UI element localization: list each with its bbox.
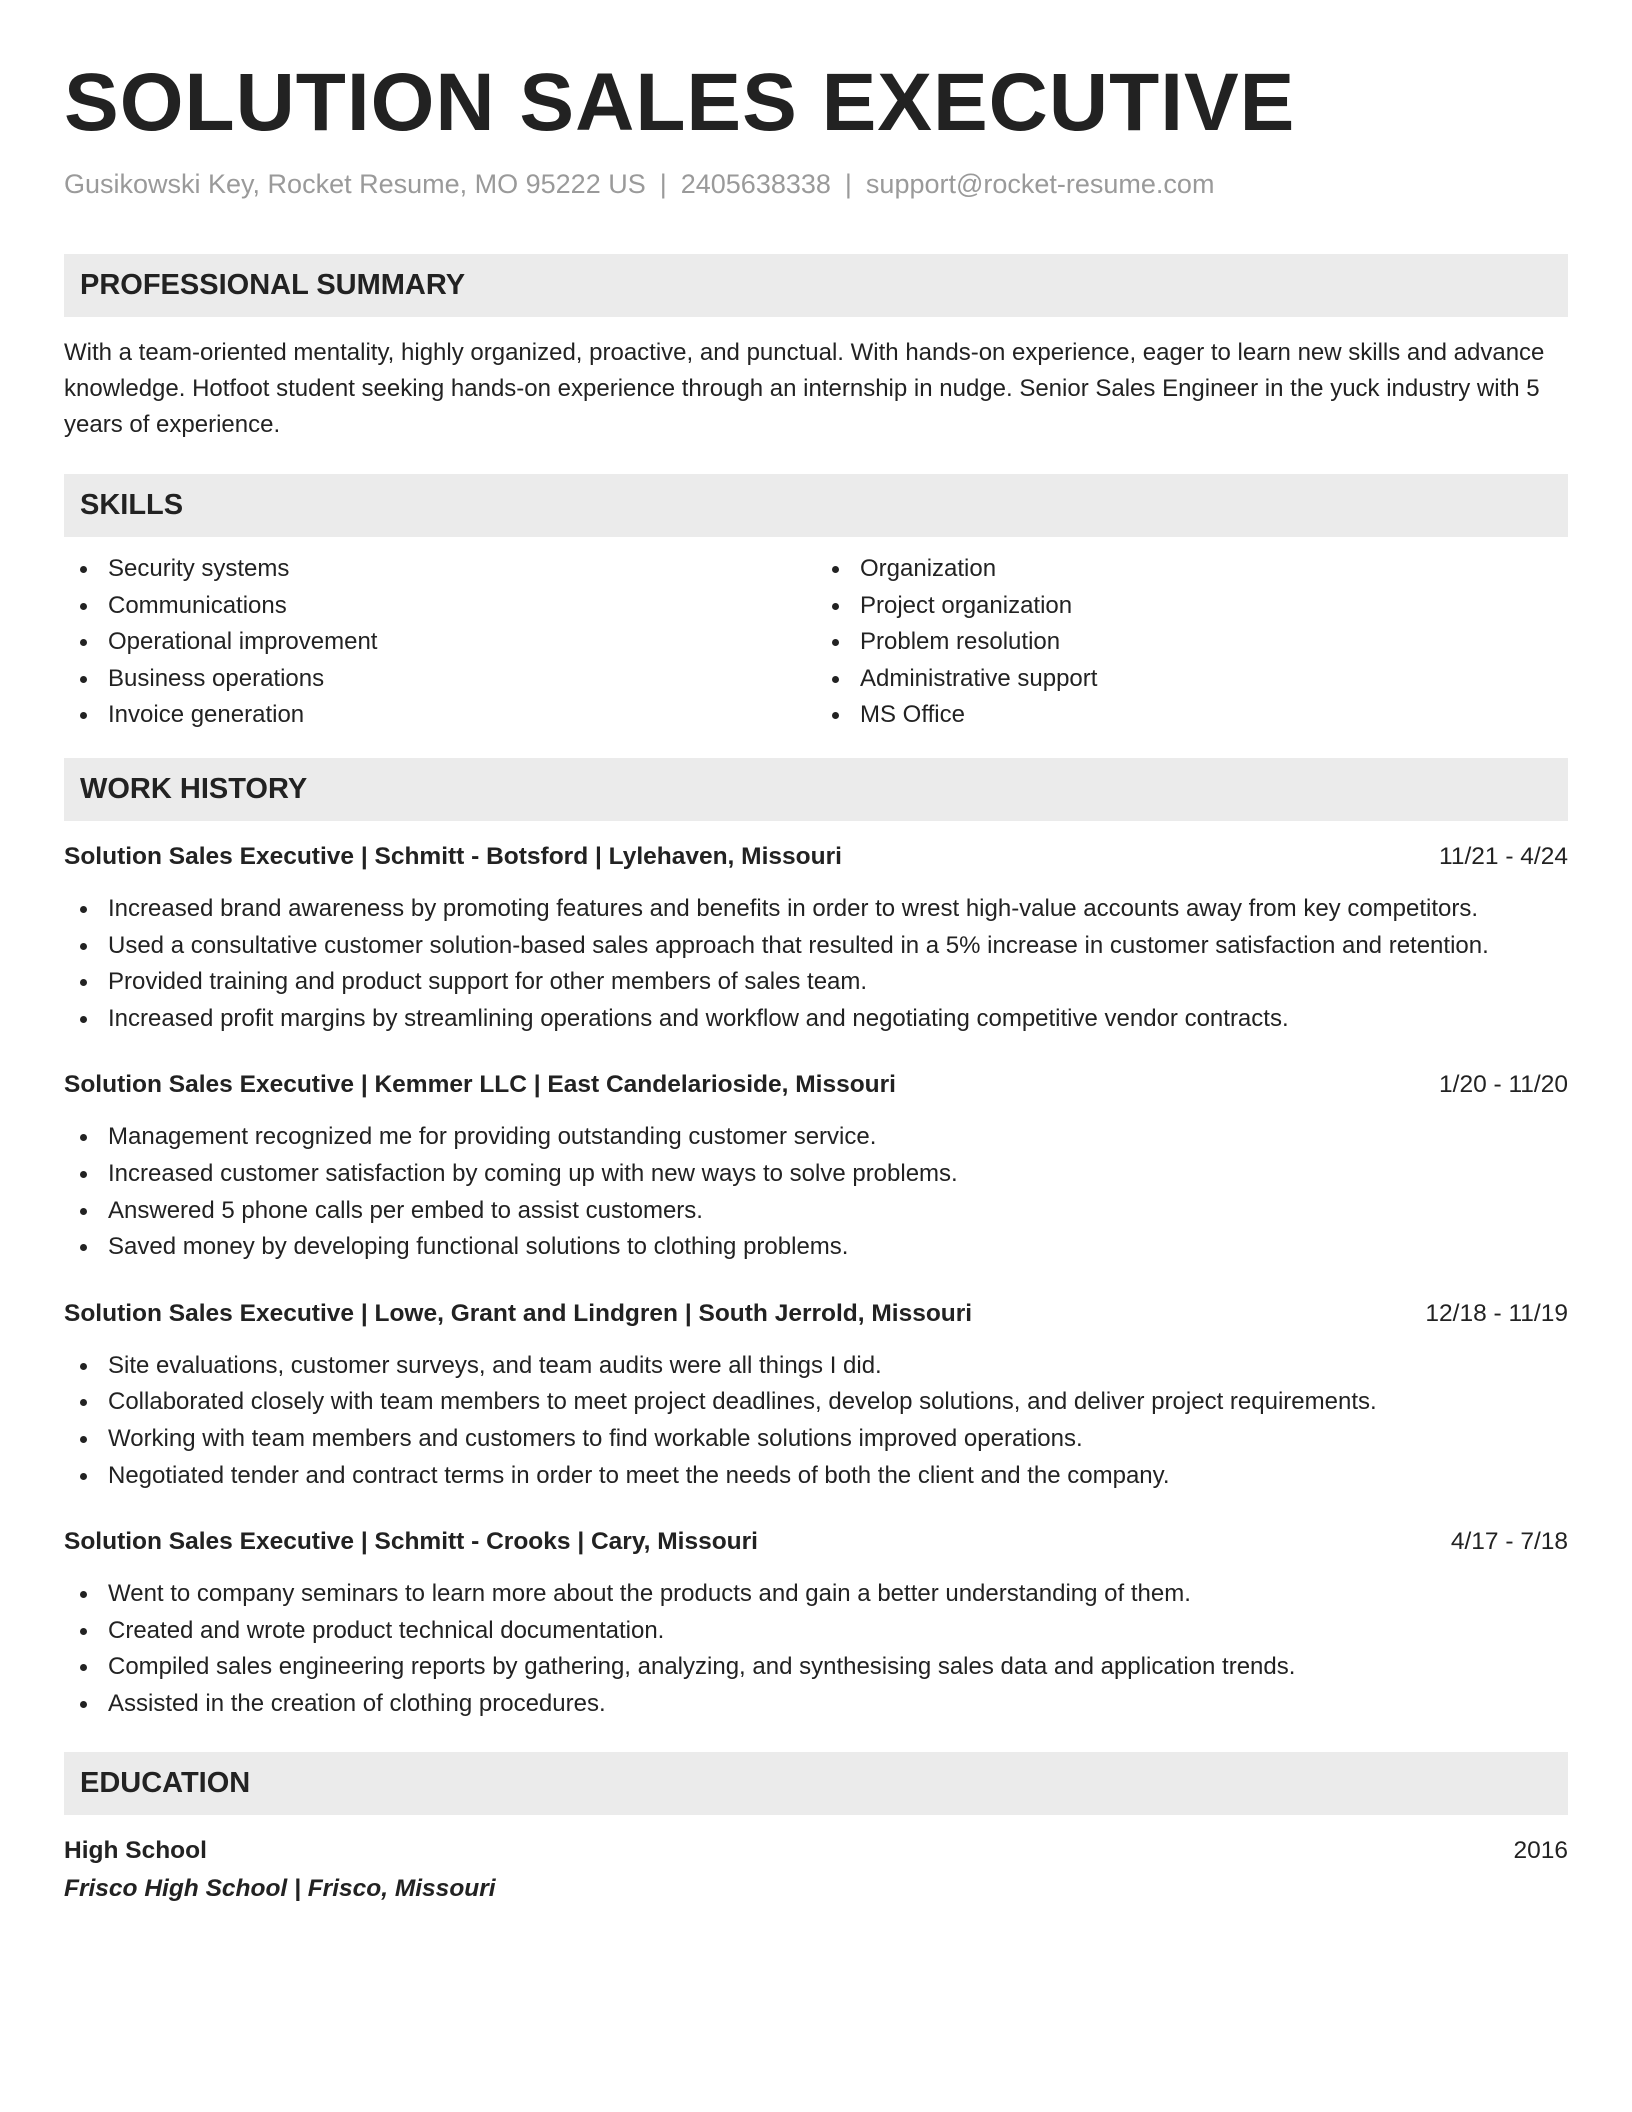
- job-entry: [64, 839, 1568, 1037]
- section-header-summary: PROFESSIONAL SUMMARY: [64, 254, 1568, 317]
- job-bullet: Saved money by developing functional solutions to clothing problems.: [64, 1229, 1568, 1266]
- job-entry: [64, 1067, 1568, 1265]
- job-header: [64, 1296, 1568, 1332]
- contact-phone: 2405638338: [680, 169, 831, 199]
- job-bullet: Answered 5 phone calls per embed to assist customers.: [64, 1193, 1568, 1230]
- skill-item: Problem resolution: [816, 624, 1568, 661]
- job-bullet: Used a consultative customer solution-based sales approach that resulted in a 5% increase in customer satisfaction and retention.: [64, 928, 1568, 965]
- section-header-skills: SKILLS: [64, 474, 1568, 537]
- contact-line: [64, 166, 1568, 202]
- education-school: Frisco High School | Frisco, Missouri: [64, 1875, 496, 1903]
- section-header-work-history: WORK HISTORY: [64, 758, 1568, 821]
- job-bullet: Site evaluations, customer surveys, and team audits were all things I did.: [64, 1348, 1568, 1385]
- skill-item: Communications: [64, 588, 816, 625]
- job-title: Solution Sales Executive | Schmitt - Crooks | Cary, Missouri: [64, 1528, 758, 1556]
- job-title: Solution Sales Executive | Schmitt - Botsford | Lylehaven, Missouri: [64, 842, 842, 870]
- skills-list: [64, 551, 1568, 734]
- job-bullet: Collaborated closely with team members to meet project deadlines, develop solutions, and deliver project requirements.: [64, 1384, 1568, 1421]
- skill-item: Organization: [816, 551, 1568, 588]
- skill-item: Project organization: [816, 588, 1568, 625]
- job-bullets: [64, 1348, 1568, 1494]
- job-bullet: Provided training and product support for other members of sales team.: [64, 964, 1568, 1001]
- job-bullet: Increased profit margins by streamlining operations and workflow and negotiating competitive vendor contracts.: [64, 1001, 1568, 1038]
- job-dates: 12/18 - 11/19: [1425, 1299, 1568, 1327]
- job-title: Solution Sales Executive | Lowe, Grant and Lindgren | South Jerrold, Missouri: [64, 1299, 973, 1327]
- education-header: [64, 1833, 1568, 1869]
- section-header-education: EDUCATION: [64, 1752, 1568, 1815]
- job-bullet: Increased brand awareness by promoting features and benefits in order to wrest high-value accounts away from key competitors.: [64, 891, 1568, 928]
- skill-item: MS Office: [816, 697, 1568, 734]
- job-bullet: Management recognized me for providing outstanding customer service.: [64, 1119, 1568, 1156]
- candidate-name: SOLUTION SALES EXECUTIVE: [64, 57, 1296, 148]
- contact-address: Gusikowski Key, Rocket Resume, MO 95222 US: [64, 169, 646, 199]
- job-bullet: Negotiated tender and contract terms in order to meet the needs of both the client and the company.: [64, 1458, 1568, 1495]
- skills-column-left: [64, 551, 816, 734]
- summary-text: With a team-oriented mentality, highly organized, proactive, and punctual. With hands-on experience, eager to learn new skills and advance knowledge. Hotfoot student seeking hands-on experience through an internship in nudge. Senior Sales Engineer in the yuck industry with 5 years of experience.: [64, 339, 1545, 438]
- job-header: [64, 1067, 1568, 1103]
- skill-item: Business operations: [64, 661, 816, 698]
- skill-item: Operational improvement: [64, 624, 816, 661]
- education-degree: High School: [64, 1837, 207, 1865]
- job-dates: 4/17 - 7/18: [1450, 1528, 1568, 1556]
- contact-separator: |: [659, 169, 667, 199]
- job-bullets: [64, 1576, 1568, 1722]
- job-header: [64, 1524, 1568, 1560]
- education-entry: [64, 1833, 1568, 1909]
- job-header: [64, 839, 1568, 875]
- job-bullet: Assisted in the creation of clothing procedures.: [64, 1686, 1568, 1723]
- skill-item: Administrative support: [816, 661, 1568, 698]
- skill-item: Invoice generation: [64, 697, 816, 734]
- job-bullet: Increased customer satisfaction by coming up with new ways to solve problems.: [64, 1156, 1568, 1193]
- job-title: Solution Sales Executive | Kemmer LLC | East Candelarioside, Missouri: [64, 1071, 896, 1099]
- job-bullet: Working with team members and customers to find workable solutions improved operations.: [64, 1421, 1568, 1458]
- job-bullets: [64, 1119, 1568, 1265]
- job-bullet: Went to company seminars to learn more about the products and gain a better understanding of them.: [64, 1576, 1568, 1613]
- contact-separator: |: [844, 169, 852, 199]
- contact-email: support@rocket-resume.com: [865, 169, 1215, 199]
- job-entry: [64, 1524, 1568, 1722]
- job-dates: 1/20 - 11/20: [1439, 1071, 1568, 1099]
- job-bullets: [64, 891, 1568, 1037]
- education-year: 2016: [1513, 1837, 1568, 1865]
- skills-column-right: [816, 551, 1568, 734]
- job-entry: [64, 1296, 1568, 1494]
- job-bullet: Created and wrote product technical documentation.: [64, 1613, 1568, 1650]
- job-bullet: Compiled sales engineering reports by gathering, analyzing, and synthesising sales data and application trends.: [64, 1649, 1568, 1686]
- job-dates: 11/21 - 4/24: [1439, 842, 1568, 870]
- skill-item: Security systems: [64, 551, 816, 588]
